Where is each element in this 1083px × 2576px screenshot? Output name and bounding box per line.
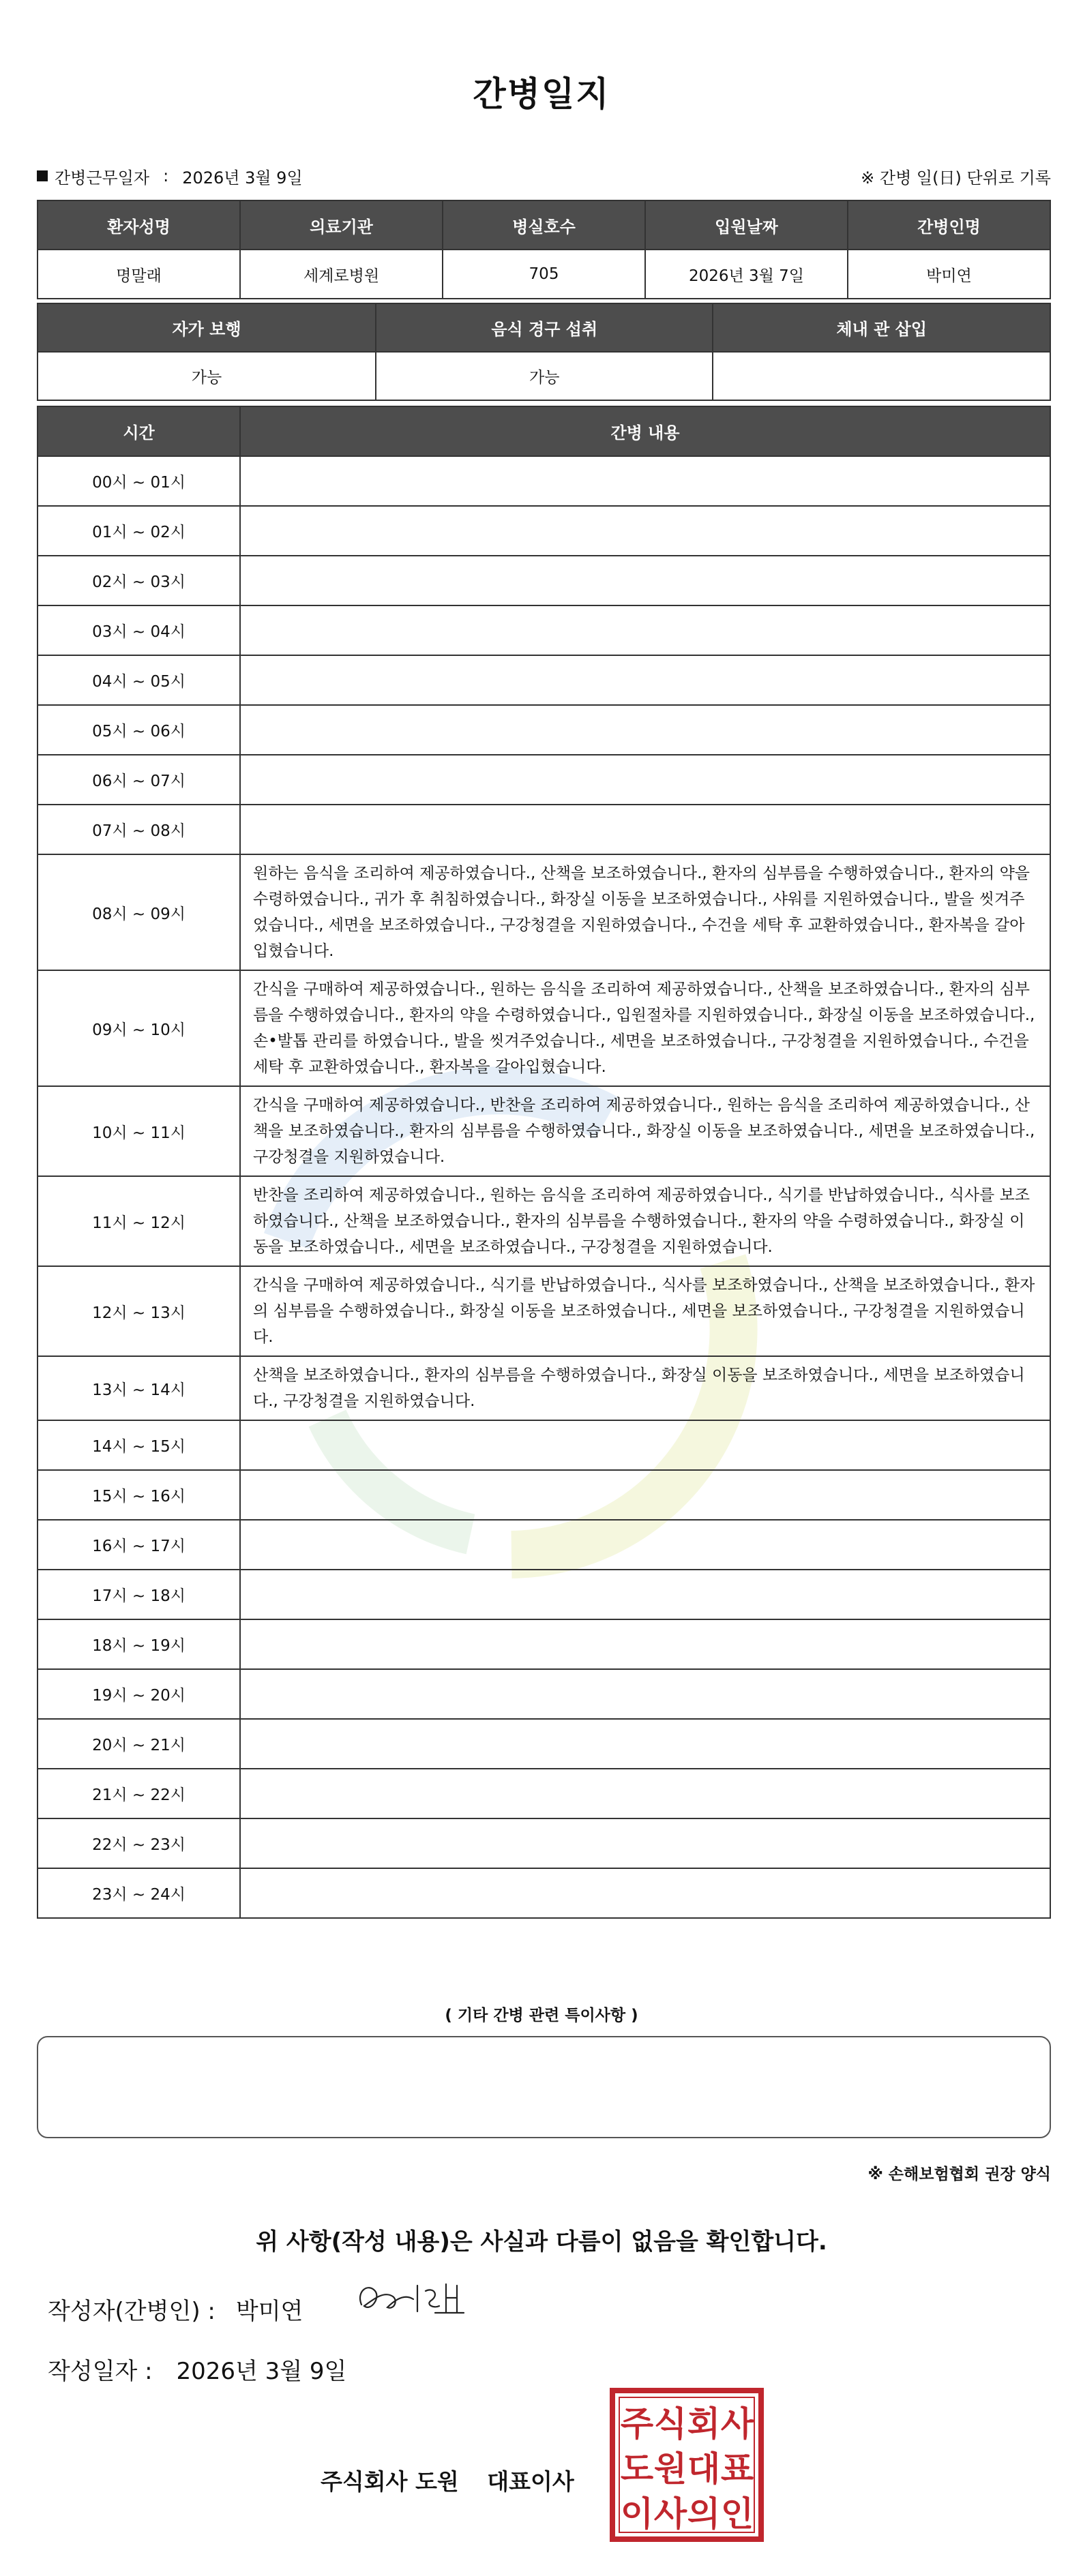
recommend-note: ※ 손해보험협회 권장 양식 (867, 2166, 1051, 2183)
patient-header-row (38, 200, 1050, 250)
log-row (38, 506, 1050, 556)
work-date-label: 간병근무일자 (55, 168, 150, 188)
log-content (240, 456, 1050, 506)
work-date-separator: : (163, 166, 169, 185)
log-row (38, 1470, 1050, 1520)
log-time: 10시 ~ 11시 (38, 1086, 240, 1176)
log-content (240, 805, 1050, 854)
log-time: 06시 ~ 07시 (38, 755, 240, 805)
header-oral-intake: 음식 경구 섭취 (376, 303, 713, 352)
seal-glyph: 표 (720, 2449, 754, 2489)
log-row (38, 970, 1050, 1086)
log-content (240, 1420, 1050, 1470)
header-time: 시간 (38, 406, 240, 456)
log-time: 05시 ~ 06시 (38, 705, 240, 755)
patient-value-row (38, 250, 1050, 299)
header-admission-date: 입원날짜 (645, 200, 848, 250)
writer-label: 작성자(간병인) : (48, 2298, 216, 2325)
hospital-name: 세계로병원 (240, 250, 443, 299)
log-header-row (38, 406, 1050, 456)
handwritten-signature (355, 2271, 471, 2325)
seal-glyph: 회 (687, 2404, 721, 2444)
status-value-row (38, 352, 1050, 400)
log-content (240, 1570, 1050, 1619)
log-time: 13시 ~ 14시 (38, 1356, 240, 1420)
seal-glyph: 대 (687, 2449, 721, 2489)
log-time: 22시 ~ 23시 (38, 1818, 240, 1868)
log-time: 18시 ~ 19시 (38, 1619, 240, 1669)
tube-insertion-value (713, 352, 1050, 400)
log-time: 08시 ~ 09시 (38, 854, 240, 970)
log-row (38, 1420, 1050, 1470)
seal-glyph: 인 (720, 2494, 754, 2534)
log-time: 12시 ~ 13시 (38, 1266, 240, 1356)
log-time: 17시 ~ 18시 (38, 1570, 240, 1619)
room-number: 705 (443, 250, 645, 299)
log-row (38, 1719, 1050, 1769)
header-hospital: 의료기관 (240, 200, 443, 250)
log-time: 09시 ~ 10시 (38, 970, 240, 1086)
log-content (240, 705, 1050, 755)
company-seal-stamp (608, 2386, 765, 2543)
log-row (38, 655, 1050, 705)
page-title: 간병일지 (473, 74, 610, 114)
log-content: 간식을 구매하여 제공하였습니다., 원하는 음식을 조리하여 제공하였습니다., 산책을 보조하였습니다., 환자의 심부름을 수행하였습니다., 환자의 약을 수령하였습니다., 입원절차를 지원하였습니다., 화장실 이동을 보조하였습니다., 손•발톱 관리를 하였습니다., 발을 씻겨주었습니다., 세면을 보조하였습니다., 구강청결을 지원하였습니다., 수건을 세탁 후 교환하였습니다., 환자복을 갈아입혔습니다. (240, 970, 1050, 1086)
header-care-content: 간병 내용 (240, 406, 1050, 456)
seal-glyph: 식 (653, 2404, 687, 2444)
log-time: 19시 ~ 20시 (38, 1669, 240, 1719)
notes-caption: ( 기타 간병 관련 특이사항 ) (445, 2007, 638, 2024)
log-row (38, 1520, 1050, 1570)
log-content: 간식을 구매하여 제공하였습니다., 반찬을 조리하여 제공하였습니다., 원하는 음식을 조리하여 제공하였습니다., 산책을 보조하였습니다., 환자의 심부름을 수행하였습니다., 화장실 이동을 보조하였습니다., 세면을 보조하였습니다., 구강청결을 지원하였습니다. (240, 1086, 1050, 1176)
company-title: 대표이사 (487, 2468, 574, 2495)
log-content (240, 1719, 1050, 1769)
log-row (38, 1176, 1050, 1266)
log-content (240, 605, 1050, 655)
log-time: 04시 ~ 05시 (38, 655, 240, 705)
log-time: 15시 ~ 16시 (38, 1470, 240, 1520)
log-content (240, 1769, 1050, 1818)
seal-glyph: 사 (653, 2494, 687, 2534)
square-bullet-icon (37, 170, 48, 181)
confirmation-statement: 위 사항(작성 내용)은 사실과 다름이 없음을 확인합니다. (256, 2228, 827, 2256)
log-time: 03시 ~ 04시 (38, 605, 240, 655)
log-row (38, 705, 1050, 755)
log-content: 반찬을 조리하여 제공하였습니다., 원하는 음식을 조리하여 제공하였습니다., 식기를 반납하였습니다., 식사를 보조하였습니다., 산책을 보조하였습니다., 환자의 심부름을 수행하였습니다., 환자의 약을 수령하였습니다., 화장실 이동을 보조하였습니다., 세면을 보조하였습니다., 구강청결을 지원하였습니다. (240, 1176, 1050, 1266)
log-content (240, 1818, 1050, 1868)
log-row (38, 1086, 1050, 1176)
header-self-walking: 자가 보행 (38, 303, 376, 352)
log-row (38, 605, 1050, 655)
header-caregiver-name: 간병인명 (848, 200, 1050, 250)
seal-glyph: 원 (653, 2449, 687, 2489)
patient-info-table (37, 200, 1051, 299)
write-date-label: 작성일자 : (48, 2358, 153, 2385)
status-header-row (38, 303, 1050, 352)
log-content (240, 556, 1050, 605)
log-content: 산책을 보조하였습니다., 환자의 심부름을 수행하였습니다., 화장실 이동을 보조하였습니다., 세면을 보조하였습니다., 구강청결을 지원하였습니다. (240, 1356, 1050, 1420)
log-time: 20시 ~ 21시 (38, 1719, 240, 1769)
log-content (240, 1619, 1050, 1669)
log-time: 16시 ~ 17시 (38, 1520, 240, 1570)
special-notes-box (37, 2036, 1051, 2138)
log-content (240, 655, 1050, 705)
company-name: 주식회사 도원 (321, 2468, 459, 2495)
log-time: 07시 ~ 08시 (38, 805, 240, 854)
seal-glyph: 도 (620, 2449, 654, 2489)
header-patient-name: 환자성명 (38, 200, 240, 250)
log-row (38, 805, 1050, 854)
log-content: 간식을 구매하여 제공하였습니다., 식기를 반납하였습니다., 식사를 보조하였습니다., 산책을 보조하였습니다., 환자의 심부름을 수행하였습니다., 화장실 이동을 보조하였습니다., 세면을 보조하였습니다., 구강청결을 지원하였습니다. (240, 1266, 1050, 1356)
patient-name: 명말래 (38, 250, 240, 299)
log-time: 14시 ~ 15시 (38, 1420, 240, 1470)
log-row (38, 1769, 1050, 1818)
writer-name: 박미연 (235, 2298, 303, 2325)
caregiver-name: 박미연 (848, 250, 1050, 299)
log-row (38, 1868, 1050, 1918)
log-row (38, 854, 1050, 970)
log-content (240, 1470, 1050, 1520)
seal-glyph: 사 (720, 2404, 754, 2444)
unit-note: ※ 간병 일(日) 단위로 기록 (861, 168, 1051, 188)
log-row (38, 755, 1050, 805)
meta-row (37, 162, 1051, 190)
admission-date: 2026년 3월 7일 (645, 250, 848, 299)
hourly-care-log-table (37, 406, 1051, 1919)
company-line (321, 2464, 574, 2496)
self-walking-value: 가능 (38, 352, 376, 400)
log-content: 원하는 음식을 조리하여 제공하였습니다., 산책을 보조하였습니다., 환자의 심부름을 수행하였습니다., 환자의 약을 수령하였습니다., 귀가 후 취침하였습니다., 화장실 이동을 보조하였습니다., 샤워를 지원하였습니다., 발을 씻겨주었습니다., 세면을 보조하였습니다., 구강청결을 지원하였습니다., 수건을 세탁 후 교환하였습니다., 환자복을 갈아입혔습니다. (240, 854, 1050, 970)
log-content (240, 506, 1050, 556)
log-content (240, 755, 1050, 805)
log-body (38, 456, 1050, 1918)
write-date-line (48, 2352, 346, 2386)
patient-status-table (37, 303, 1051, 401)
log-content (240, 1520, 1050, 1570)
seal-glyph: 의 (687, 2494, 721, 2534)
log-time: 21시 ~ 22시 (38, 1769, 240, 1818)
log-row (38, 1619, 1050, 1669)
seal-glyph: 주 (620, 2404, 654, 2444)
log-time: 00시 ~ 01시 (38, 456, 240, 506)
header-tube-insertion: 체내 관 삽입 (713, 303, 1050, 352)
log-time: 11시 ~ 12시 (38, 1176, 240, 1266)
log-content (240, 1868, 1050, 1918)
log-row (38, 556, 1050, 605)
log-content (240, 1669, 1050, 1719)
oral-intake-value: 가능 (376, 352, 713, 400)
log-row (38, 1669, 1050, 1719)
log-row (38, 1356, 1050, 1420)
seal-glyph: 이 (620, 2494, 654, 2534)
write-date-value: 2026년 3월 9일 (176, 2358, 347, 2385)
work-date-value: 2026년 3월 9일 (182, 168, 303, 188)
log-time: 01시 ~ 02시 (38, 506, 240, 556)
log-row (38, 1266, 1050, 1356)
log-time: 02시 ~ 03시 (38, 556, 240, 605)
writer-line (48, 2292, 303, 2326)
log-time: 23시 ~ 24시 (38, 1868, 240, 1918)
work-date (37, 164, 303, 188)
header-room-number: 병실호수 (443, 200, 645, 250)
log-row (38, 456, 1050, 506)
log-row (38, 1818, 1050, 1868)
log-row (38, 1570, 1050, 1619)
